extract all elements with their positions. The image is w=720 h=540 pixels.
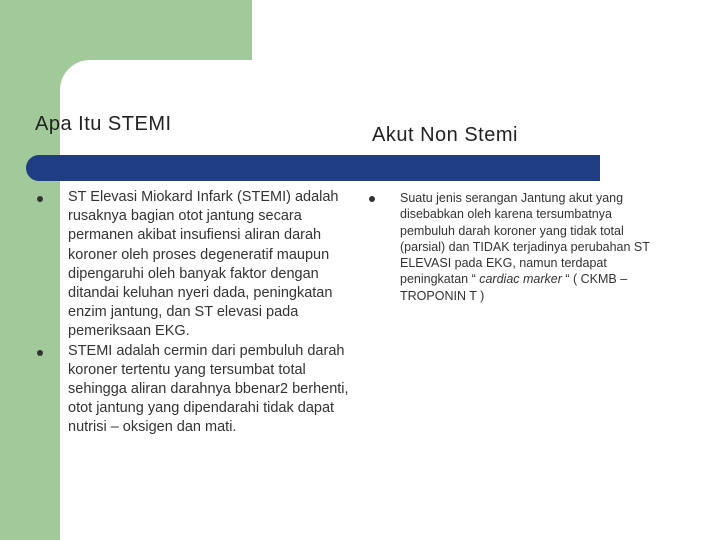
list-item	[366, 190, 666, 304]
bullet-icon	[369, 196, 375, 202]
item-text-italic: cardiac marker	[479, 272, 562, 287]
right-bullet-list	[366, 190, 666, 304]
title-band	[26, 155, 600, 181]
list-item-text: ST Elevasi Miokard Infark (STEMI) adalah rusaknya bagian otot jantung secara permanen akibat insufiensi aliran darah koroner oleh proses degeneratif maupun dipengaruhi oleh banyak faktor dengan ditandai keluhan nyeri dada, peningkatan enzim jantung, dan ST elevasi pada pemeriksaan EKG.	[68, 189, 339, 340]
item-text-end: “ ( CKMB – TROPONIN T )	[400, 272, 628, 303]
bullet-icon	[37, 350, 43, 356]
item-text-start: Suatu jenis serangan Jantung akut yang disebabkan oleh karena tersumbatnya pembuluh darah koroner yang tidak total (parsial) dan TIDAK terjadinya perubahan ST ELEVASI pada EKG, namun terdapat peningkatan “	[400, 191, 650, 287]
list-item	[34, 342, 354, 438]
left-bullet-list	[34, 188, 354, 438]
bullet-icon	[37, 196, 43, 202]
list-item-text	[400, 190, 666, 304]
right-heading: Akut Non Stemi	[372, 124, 518, 146]
list-item-text: STEMI adalah cermin dari pembuluh darah koroner tertentu yang tersumbat total sehingga aliran darahnya bbenar2 berhenti, otot jantung yang dipendarahi tidak dapat nutrisi – oksigen dan mati.	[68, 342, 349, 436]
left-heading: Apa Itu STEMI	[35, 113, 172, 135]
list-item	[34, 188, 354, 342]
